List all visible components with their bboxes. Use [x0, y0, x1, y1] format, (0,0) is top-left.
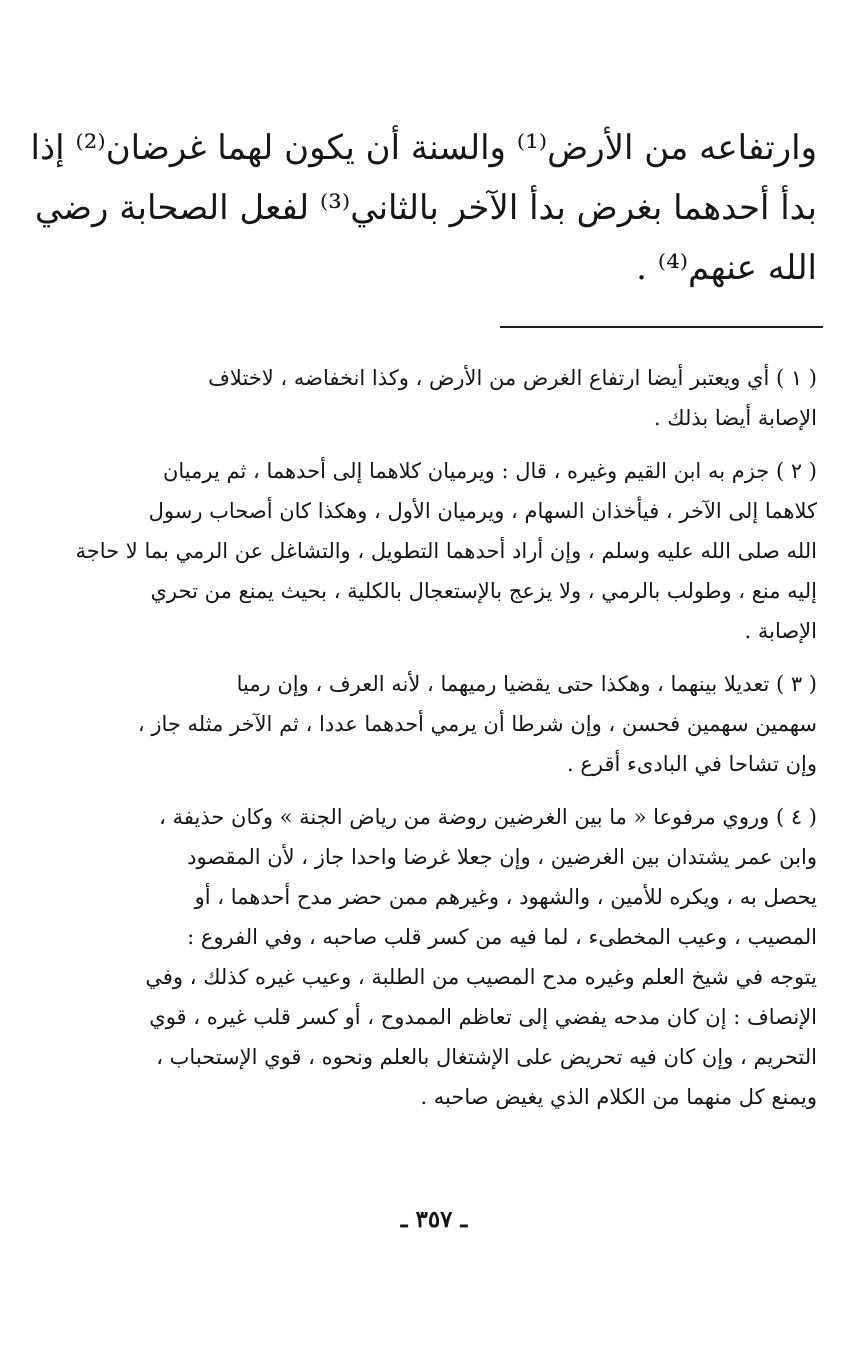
main-text-line: بدأ أحدهما بغرض بدأ الآخر بالثاني⁽³⁾ لفعل الصحابة رضي: [34, 188, 817, 228]
footnote-line: المصيب ، وعيب المخطىء ، لما فيه من كسر قلب صاحبه ، وفي الفروع :: [187, 925, 817, 949]
main-text-line: وارتفاعه من الأرض⁽¹⁾ والسنة أن يكون لهما غرضان⁽²⁾ إذا: [30, 128, 817, 168]
footnote-2: [75, 451, 817, 651]
footnote-line: ويمنع كل منهما من الكلام الذي يغيض صاحبه .: [420, 1085, 817, 1109]
footnote-line: يحصل به ، ويكره للأمين ، والشهود ، وغيرهم ممن حضر مدح أحدهما ، أو: [194, 885, 817, 909]
footnote-line: ( ٤ ) وروي مرفوعا « ما بين الغرضين روضة من رياض الجنة » وكان حذيفة ،: [159, 805, 817, 829]
footnote-line: الله صلى الله عليه وسلم ، وإن أراد أحدهما التطويل ، والتشاغل عن الرمي بما لا حاجة: [75, 539, 817, 563]
footnote-line: الإنصاف : إن كان مدحه يفضي إلى تعاظم الممدوح ، أو كسر قلب غيره ، قوي: [149, 1005, 817, 1029]
footnote-line: كلاهما إلى الآخر ، فيأخذان السهام ، ويرميان الأول ، وهكذا كان أصحاب رسول: [148, 499, 817, 523]
main-body-text: [30, 118, 817, 298]
footnote-line: الإصابة أيضا بذلك .: [653, 406, 817, 430]
footnote-line: ( ١ ) أي ويعتبر أيضا ارتفاع الغرض من الأرض ، وكذا انخفاضه ، لاختلاف: [208, 366, 817, 390]
footnote-line: يتوجه في شيخ العلم وغيره مدح المصيب من الطلبة ، وعيب غيره كذلك ، وفي: [145, 965, 817, 989]
footnote-3: [90, 664, 817, 784]
main-text-line: الله عنهم⁽⁴⁾ .: [636, 248, 817, 288]
footnotes-section: [75, 358, 817, 1130]
footnote-line: الإصابة .: [744, 619, 817, 643]
footnote-separator-line: [500, 326, 823, 328]
footnote-line: التحريم ، وإن كان فيه تحريض على الإشتغال بالعلم ونحوه ، قوي الإستحباب ،: [156, 1045, 817, 1069]
footnote-1: [90, 358, 817, 438]
footnote-4: [90, 797, 817, 1117]
footnote-line: ( ٣ ) تعديلا بينهما ، وهكذا حتى يقضيا رميهما ، لأنه العرف ، وإن رميا: [236, 672, 817, 696]
footnote-line: وابن عمر يشتدان بين الغرضين ، وإن جعلا غرضا واحدا جاز ، لأن المقصود: [187, 845, 817, 869]
footnote-line: ( ٢ ) جزم به ابن القيم وغيره ، قال : ويرميان كلاهما إلى أحدهما ، ثم يرميان: [162, 459, 817, 483]
footnote-line: سهمين سهمين فحسن ، وإن شرطا أن يرمي أحدهما عددا ، ثم الآخر مثله جاز ،: [137, 712, 817, 736]
footnote-line: إليه منع ، وطولب بالرمي ، ولا يزعج بالإستعجال بالكلية ، بحيث يمنع من تحري: [150, 579, 817, 603]
footnote-line: وإن تشاحا في البادىء أقرع .: [567, 752, 817, 776]
page-number: ـ ٣٥٧ ـ: [400, 1206, 468, 1233]
